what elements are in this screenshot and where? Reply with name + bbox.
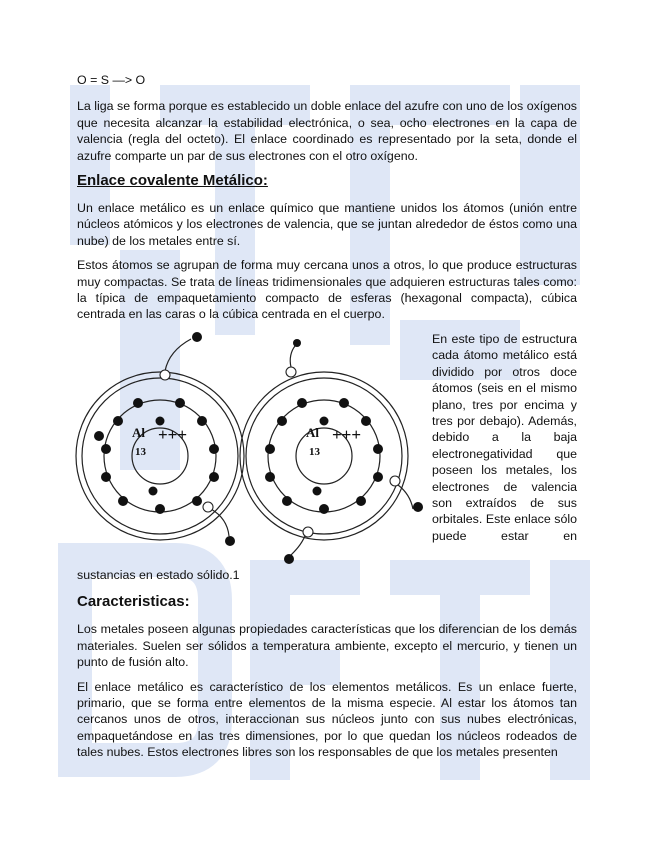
heading-caracteristicas: Caracteristicas: <box>77 593 190 611</box>
document-page <box>77 72 577 769</box>
paragraph-estructuras: Estos átomos se agrupan de forma muy cercana unos a otros, lo que produce estructuras muy compactas. Se trata de líneas tridimensionales que adquieren estructuras tales como: la típica de empaquetamiento compacto de esferas (hexagonal compacta), cúbica centrada en las caras o la cúbica centrada en el cuerpo. <box>77 258 577 322</box>
aluminum-atoms-diagram <box>73 331 428 567</box>
paragraph-doble-enlace: La liga se forma porque es establecido un doble enlace del azufre con uno de los oxígenos que necesita alcanzar la estabilidad electrónica, o sea, ocho electrones en la capa de valencia (regla del octeto). El enlace coordinado es representado por la seta, donde el azufre comparte un par de sus electrones con el otro oxígeno. <box>77 99 577 163</box>
figure-row <box>77 331 577 567</box>
atom2-symbol: Al <box>306 424 319 440</box>
atom1-symbol: Al <box>132 424 145 440</box>
atom2-number: 13 <box>309 445 320 458</box>
atom1-number: 13 <box>135 445 146 458</box>
atom2-shell-outer <box>240 372 408 540</box>
paragraph-propiedades: Los metales poseen algunas propiedades características que los diferencian de los demás materiales. Suelen ser sólidos a temperatura ambiente, excepto el mercurio, y tienen un punto de fusión alto. <box>77 622 577 670</box>
paragraph-definicion: Un enlace metálico es un enlace químico que mantiene unidos los átomos (unión entre núcleos atómicos y los electrones de valencia, que se juntan alrededor de éstos como una nube) de los metales entre sí. <box>77 201 577 248</box>
heading-enlace-metalico: Enlace covalente Metálico: <box>77 172 268 190</box>
paragraph-enlace-fuerte: El enlace metálico es característico de los elementos metálicos. Es un enlace fuerte, primario, que se forma entre elementos de la misma especie. Al estar los átomos tan cercanos unos de otros, interaccionan sus núcleos junto con sus nubes electrónicas, empaquetándose en las tres dimensiones, por lo que quedan los núcleos rodeados de tales nubes. Estos electrones libres son los responsables de que los metales presenten <box>77 679 577 760</box>
atom1-charge: +++ <box>158 424 188 444</box>
caption-text: sustancias en estado sólido.1 <box>77 567 240 582</box>
formula: O = S —> O <box>77 73 146 87</box>
atom2-charge: +++ <box>332 424 362 444</box>
side-paragraph: En este tipo de estructura cada átomo metálico está dividido por otros doce átomos (seis en el mismo plano, tres por encima y tres por debajo). Además, debido a la baja electronegatividad que poseen los metales, los electrones de valencia son extraídos de sus orbitales. Este enlace sólo puede estar en <box>432 331 577 543</box>
